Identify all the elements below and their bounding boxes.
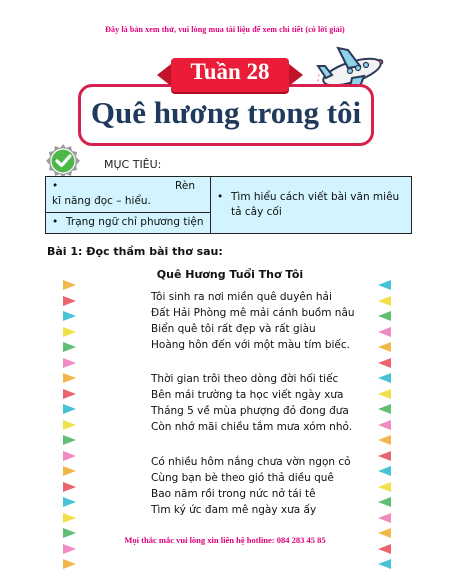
bullet: • bbox=[217, 190, 224, 203]
poem-title: Quê Hương Tuổi Thơ Tôi bbox=[156, 268, 304, 281]
pennant-flag bbox=[378, 327, 391, 337]
pennant-flag bbox=[63, 435, 76, 445]
pennant-flag bbox=[378, 311, 391, 321]
exercise-heading: Bài 1: Đọc thầm bài thơ sau: bbox=[47, 245, 223, 258]
objective-item1-text: kĩ năng đọc – hiểu. bbox=[52, 195, 151, 207]
poem-stanza-3 bbox=[151, 454, 351, 518]
objective-cell-writing bbox=[211, 177, 412, 234]
pennant-flag bbox=[378, 280, 391, 290]
pennant-flag bbox=[63, 373, 76, 383]
preview-note: Đây là bản xem thử, vui lòng mua tài liệu để xem chi tiết (có lời giải) bbox=[105, 25, 345, 34]
pennant-flag bbox=[63, 311, 76, 321]
pennant-flag bbox=[378, 451, 391, 461]
week-label: Tuần 28 bbox=[190, 59, 270, 84]
objective-item2-text: Trạng ngữ chỉ phương tiện bbox=[66, 216, 204, 228]
pennant-flag bbox=[63, 342, 76, 352]
poem-line: Tôi sinh ra nơi miền quê duyên hải bbox=[151, 291, 332, 303]
poem-line: Bao năm rồi trong nức nở tái tê bbox=[151, 488, 316, 500]
pennant-flag bbox=[63, 296, 76, 306]
week-ribbon bbox=[171, 58, 289, 92]
pennant-flag bbox=[378, 404, 391, 414]
poem-line: Có nhiều hôm nắng chưa vờn ngọn cỏ bbox=[151, 456, 351, 468]
check-icon bbox=[45, 143, 81, 179]
pennant-flag bbox=[378, 482, 391, 492]
pennant-flag bbox=[378, 466, 391, 476]
objective-item1-word: Rèn bbox=[175, 180, 195, 192]
poem-line: Cùng bạn bè theo gió thả diều quê bbox=[151, 472, 334, 484]
objectives-table bbox=[45, 176, 412, 234]
poem-line: Hoàng hôn đến với một màu tím biếc. bbox=[151, 339, 351, 351]
objective-cell-reading bbox=[46, 177, 211, 213]
poem-line: Tìm ký ức đam mê ngày xưa ấy bbox=[151, 504, 317, 516]
pennant-flag bbox=[63, 482, 76, 492]
poem-line: Đất Hải Phòng mê mải cánh buồm nâu bbox=[151, 307, 355, 319]
pennant-flag bbox=[63, 404, 76, 414]
pennant-flag bbox=[378, 513, 391, 523]
poem-line: Bên mái trường ta học viết ngày xưa bbox=[151, 389, 344, 401]
pennant-flag bbox=[378, 358, 391, 368]
bullet: • bbox=[52, 180, 59, 192]
pennant-flag bbox=[378, 435, 391, 445]
pennant-flag bbox=[378, 342, 391, 352]
objective-item3-text: Tìm hiểu cách viết bài văn miêu tả cây cối bbox=[231, 190, 400, 218]
pennant-flag bbox=[63, 497, 76, 507]
pennant-flag bbox=[63, 389, 76, 399]
pennant-flag bbox=[63, 327, 76, 337]
pennant-flag bbox=[63, 451, 76, 461]
objective-cell-grammar bbox=[46, 213, 211, 234]
pennant-flag bbox=[63, 513, 76, 523]
pennant-flag bbox=[63, 544, 76, 554]
poem-stanza-1 bbox=[151, 289, 355, 353]
objectives-label: MỤC TIÊU: bbox=[104, 158, 162, 171]
poem-stanza-2 bbox=[151, 371, 352, 435]
pennant-flag bbox=[63, 528, 76, 538]
pennant-flag bbox=[63, 358, 76, 368]
page-title: Quê hương trong tôi bbox=[90, 95, 362, 130]
pennant-flag bbox=[378, 528, 391, 538]
pennant-flag bbox=[378, 389, 391, 399]
pennant-flag bbox=[63, 466, 76, 476]
pennant-flag bbox=[378, 559, 391, 569]
pennant-flag bbox=[378, 373, 391, 383]
pennant-flag bbox=[378, 544, 391, 554]
poem-line: Thời gian trôi theo dòng đời hối tiếc bbox=[151, 373, 339, 385]
pennant-flag bbox=[378, 296, 391, 306]
poem-line: Tháng 5 về mùa phượng đỏ đong đưa bbox=[151, 405, 349, 417]
pennant-flag bbox=[63, 559, 76, 569]
pennant-flag bbox=[63, 420, 76, 430]
poem-line: Còn nhớ mãi chiều tắm mưa xóm nhỏ. bbox=[151, 421, 353, 433]
pennant-flag bbox=[63, 280, 76, 290]
pennant-flag bbox=[378, 497, 391, 507]
pennant-flag bbox=[378, 420, 391, 430]
bullet: • bbox=[52, 216, 59, 228]
hotline-note: Mọi thắc mắc vui lòng xin liên hệ hotline: 084 283 45 85 bbox=[124, 535, 326, 545]
poem-line: Biển quê tôi rất đẹp và rất giàu bbox=[151, 323, 316, 335]
